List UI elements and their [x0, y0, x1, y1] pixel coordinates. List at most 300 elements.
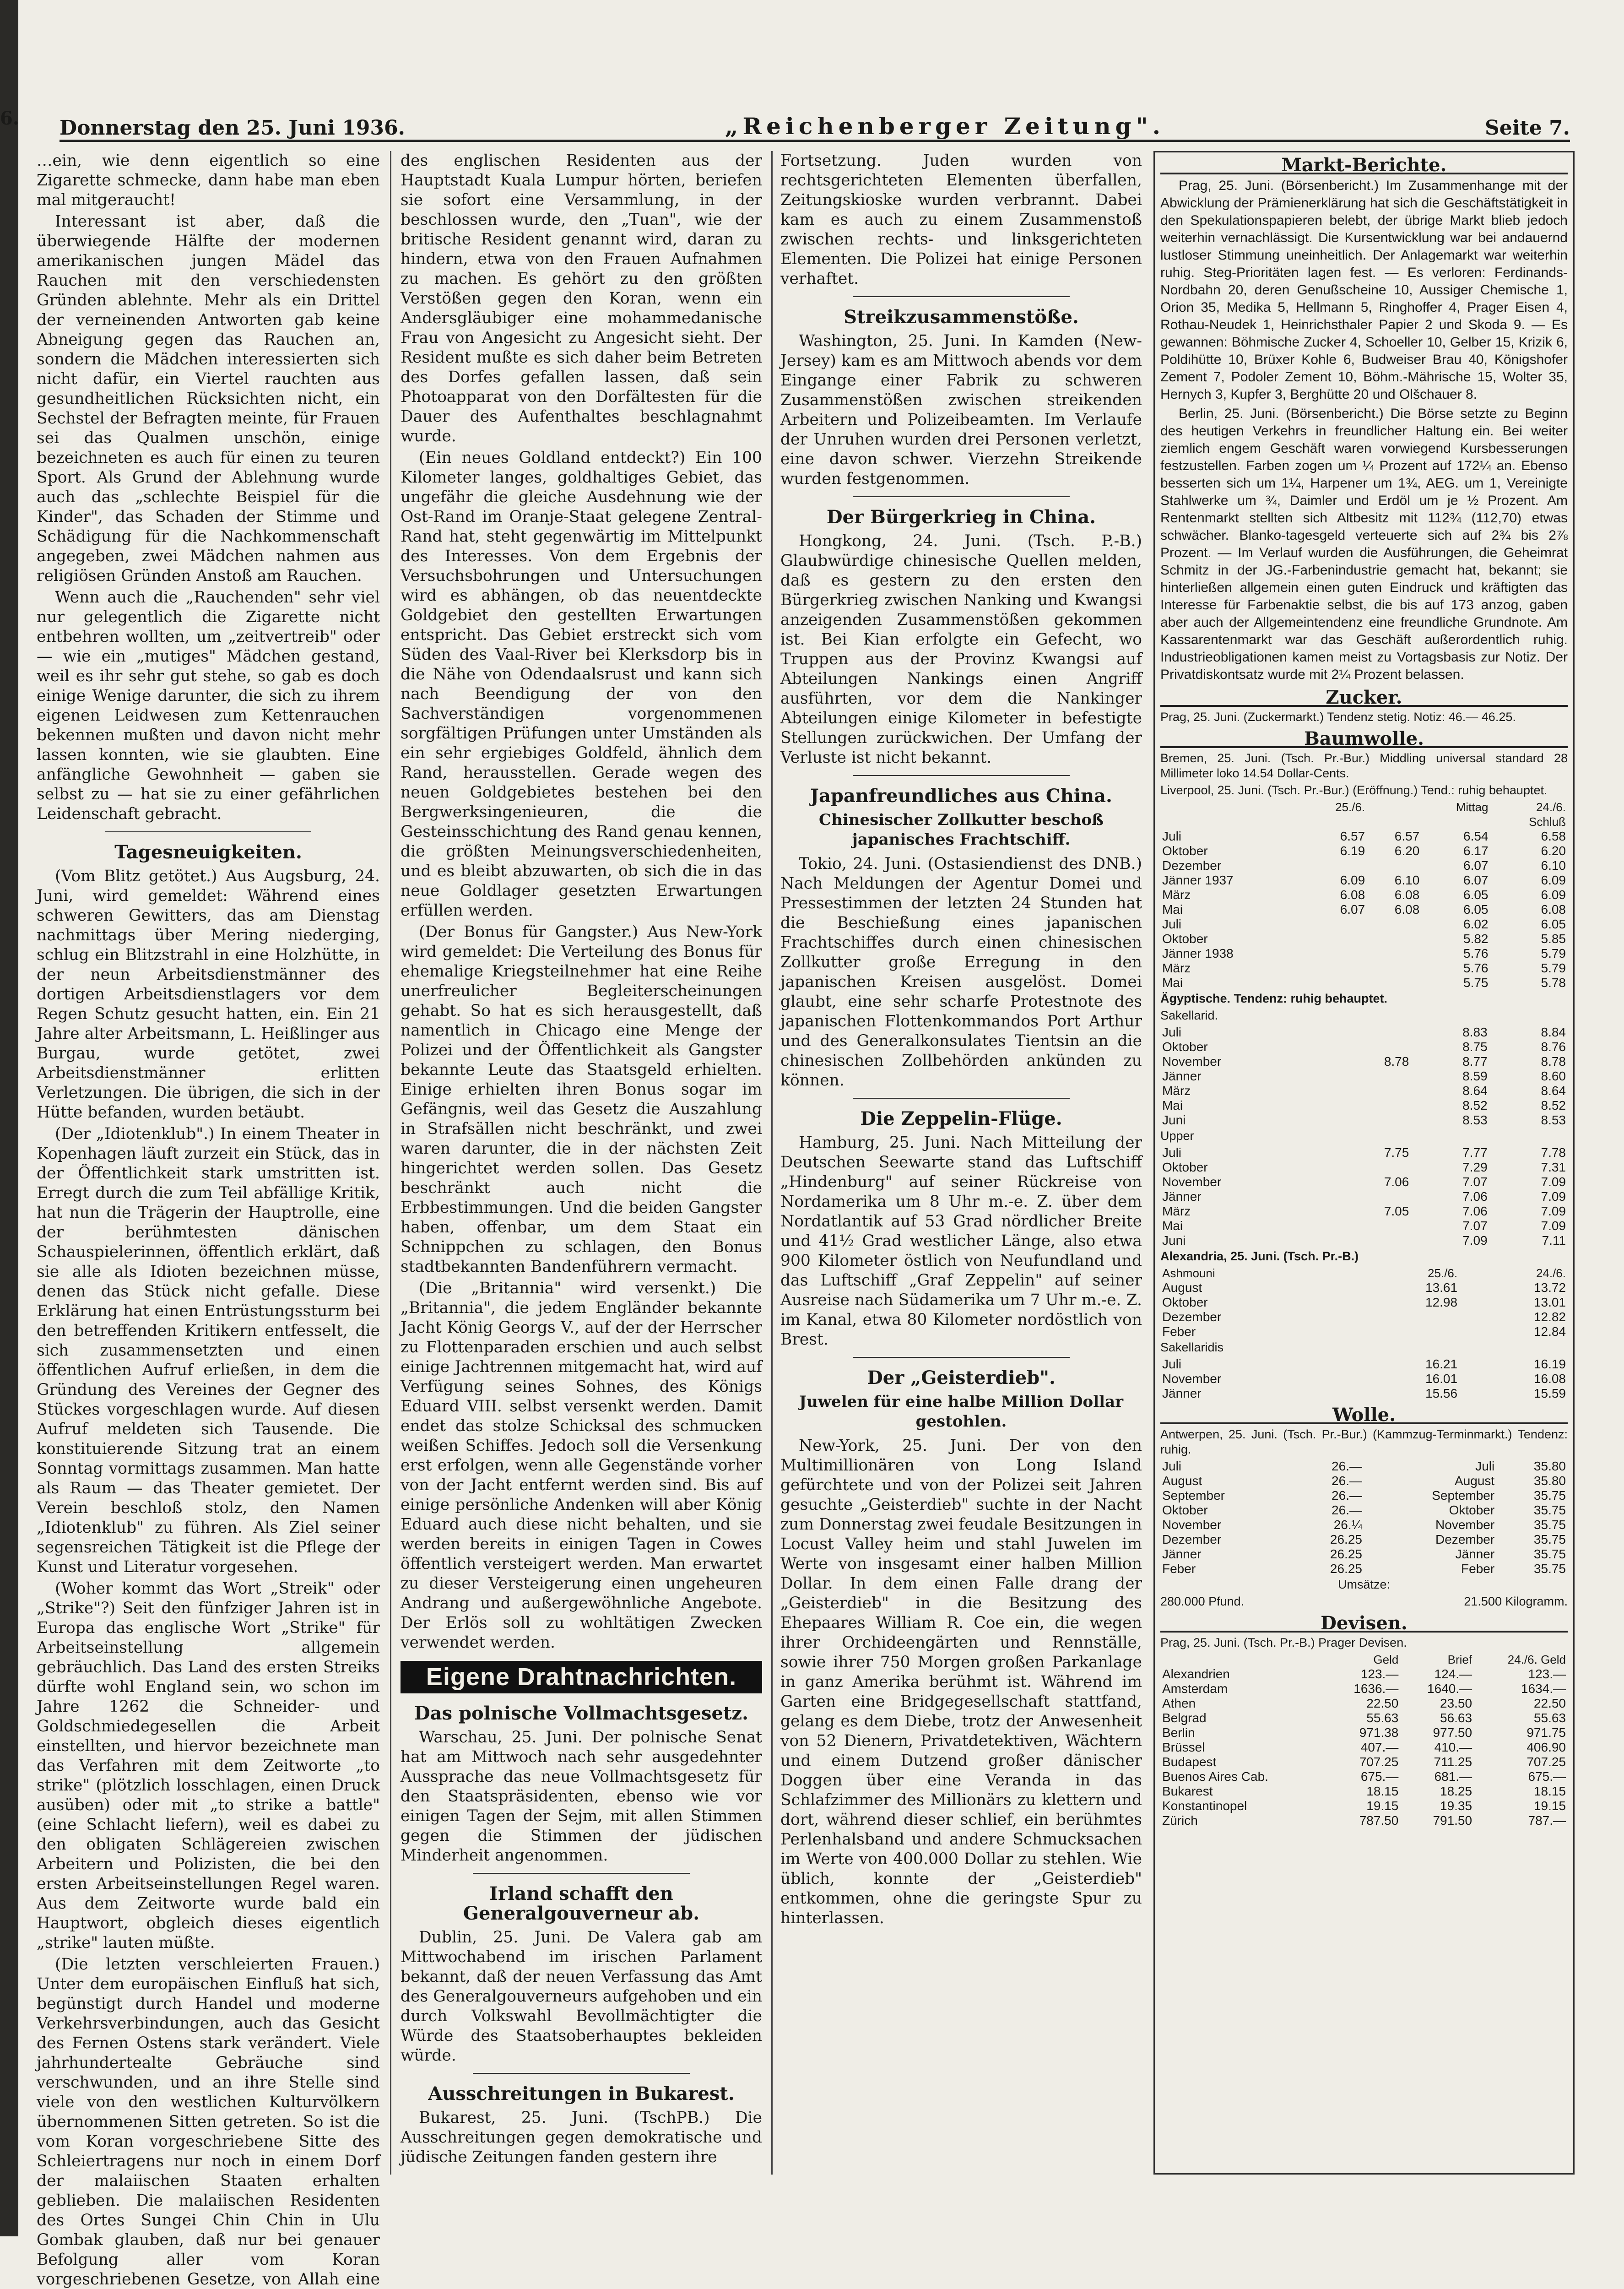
- table-row: [1160, 1474, 1568, 1488]
- liverpool-notiz: Liverpool, 25. Juni. (Tsch. Pr.-Bur.) (Eröffnung.) Tend.: ruhig behauptet.: [1160, 783, 1548, 797]
- table-cell: [1303, 976, 1367, 990]
- table-cell: 35.75: [1533, 1547, 1566, 1561]
- table-cell: 6.05: [1463, 888, 1489, 902]
- table-row: [1160, 1711, 1568, 1725]
- table-cell: 8.53: [1462, 1113, 1488, 1127]
- upper-label: Upper: [1160, 1129, 1194, 1143]
- table-cell: [1367, 917, 1421, 932]
- table-cell: Alexandrien: [1162, 1667, 1230, 1681]
- table-cell: 13.61: [1425, 1280, 1458, 1295]
- table-cell: Budapest: [1162, 1755, 1217, 1769]
- table-cell: 7.09: [1462, 1233, 1488, 1248]
- table-cell: Mai: [1162, 976, 1183, 990]
- table-cell: 711.25: [1434, 1755, 1472, 1769]
- table-cell: Belgrad: [1162, 1711, 1207, 1725]
- table-cell: 16.19: [1533, 1357, 1566, 1371]
- table-row: [1160, 1386, 1568, 1401]
- table-row: [1160, 1295, 1568, 1310]
- article-paragraph: (Vom Blitz getötet.) Aus Augsburg, 24. Juni, wird gemeldet: Während eines schweren Gewitters, das am Dienstag nachmittags über Mering niederging, schlug ein Blitzstrahl in eine Holzhütte, in der neun Arbeitsdienstmänner des dortigen Arbeitsdienstlagers vor dem Regen Schutz gesucht hatten, ein. Ein 21 Jahre alter Arbeitsmann, L. Heißlinger aus Burgau, wurde getötet, zwei Arbeitsdienstmänner erlitten Verletzungen. Die übrigen, die sich in der Hütte befanden, wurden betäubt.: [37, 867, 380, 1122]
- heading-wolle: Wolle.: [1160, 1407, 1568, 1424]
- table-cell: Oktober: [1449, 1503, 1495, 1517]
- ashmouni-table: [1160, 1266, 1568, 1339]
- table-cell: 6.08: [1541, 902, 1566, 917]
- table-cell: 7.05: [1384, 1204, 1409, 1218]
- devisen-table: [1160, 1652, 1568, 1828]
- table-cell: Juli: [1162, 829, 1182, 843]
- table-cell: März: [1162, 961, 1191, 975]
- table-cell: 681.—: [1434, 1769, 1472, 1784]
- table-cell: 8.83: [1462, 1025, 1488, 1039]
- table-cell: Juni: [1162, 1233, 1186, 1248]
- table-row: [1160, 1357, 1568, 1372]
- table-cell: 8.64: [1462, 1084, 1488, 1098]
- table-cell: 7.11: [1542, 1233, 1566, 1248]
- table-cell: März: [1162, 1204, 1191, 1218]
- table-cell: 675.—: [1360, 1769, 1399, 1784]
- table-cell: November: [1162, 1518, 1222, 1532]
- sakellarid-table: [1160, 1025, 1568, 1128]
- table-cell: Feber: [1162, 1562, 1196, 1576]
- table-cell: 8.59: [1462, 1069, 1488, 1083]
- table-row: [1160, 1755, 1568, 1769]
- table-cell: 5.75: [1463, 976, 1489, 990]
- table-row: [1160, 1310, 1568, 1324]
- table-row: [1160, 1025, 1568, 1040]
- table-cell: [1332, 1113, 1411, 1128]
- column-header: 24./6. Geld: [1507, 1653, 1566, 1666]
- table-cell: 35.80: [1533, 1459, 1566, 1473]
- headline-zeppelin-fluege: Die Zeppelin-Flüge.: [860, 1108, 1062, 1129]
- table-cell: 675.—: [1528, 1769, 1566, 1784]
- table-row: [1160, 858, 1568, 873]
- column-rule: [390, 151, 391, 2175]
- table-cell: 406.90: [1527, 1740, 1566, 1754]
- table-cell: Juli: [1162, 1025, 1182, 1039]
- table-cell: 971.75: [1527, 1725, 1566, 1740]
- table-cell: 6.05: [1463, 902, 1489, 917]
- table-row: [1160, 873, 1568, 888]
- table-cell: 6.08: [1394, 902, 1420, 917]
- table-row: [1160, 1696, 1568, 1711]
- table-cell: 124.—: [1434, 1667, 1472, 1681]
- article-paragraph: Warschau, 25. Juni. Der polnische Senat hat am Mittwoch nach sehr ausgedehnter Aussprache das neue Vollmachtsgesetz für den Staatspräsidenten, ebenso wie vor einigen Tagen der Sejm, mit allen Stimmen gegen die Stimmen der jüdischen Minderheit angenommen.: [401, 1728, 762, 1865]
- article-paragraph: Bukarest, 25. Juni. (TschPB.) Die Ausschreitungen gegen demokratische und jüdische Zeitungen fanden gestern ihre: [401, 2109, 762, 2166]
- table-cell: Athen: [1162, 1696, 1196, 1710]
- table-cell: [1367, 858, 1421, 873]
- table-cell: 977.50: [1433, 1725, 1472, 1740]
- table-cell: 7.77: [1462, 1145, 1488, 1160]
- divider: [853, 1098, 1070, 1099]
- table-cell: 8.75: [1462, 1040, 1488, 1054]
- divider: [853, 775, 1070, 776]
- table-cell: [1351, 1324, 1459, 1339]
- table-cell: 22.50: [1533, 1696, 1566, 1710]
- aegyptische-notiz: Ägyptische. Tendenz: ruhig behauptet.: [1160, 992, 1388, 1005]
- subheadline-zollkutter: Chinesischer Zollkutter beschoß japanisches Frachtschiff.: [819, 811, 1104, 849]
- table-row: [1160, 1547, 1568, 1562]
- table-cell: 5.82: [1463, 932, 1489, 946]
- table-cell: 35.75: [1533, 1518, 1566, 1532]
- table-cell: [1367, 946, 1421, 961]
- table-cell: September: [1162, 1488, 1225, 1502]
- table-cell: 26.—: [1332, 1488, 1362, 1502]
- table-cell: Juli: [1475, 1459, 1495, 1473]
- table-cell: 6.02: [1463, 917, 1489, 931]
- table-cell: 6.54: [1463, 829, 1489, 843]
- table-cell: [1332, 1040, 1411, 1054]
- table-cell: [1303, 858, 1367, 873]
- table-cell: 8.78: [1384, 1054, 1409, 1069]
- column-header: 25./6.: [1335, 800, 1365, 814]
- table-cell: Oktober: [1162, 1160, 1208, 1174]
- table-row: [1160, 1040, 1568, 1054]
- table-row: [1160, 829, 1568, 844]
- column-3: [780, 151, 1142, 2175]
- article-paragraph: Wenn auch die „Rauchenden" sehr viel nur gelegentlich die Zigarette nicht entbehren wollten, um „zeitvertreib" oder — wie ein „mutiges" Mädchen gestand, weil es ihr sehr gut stehe, so gab es doch einige Wenige darunter, die sich zu ihrem eigenen Leidwesen zum Kettenrauchen bekennen mußten und davon nicht mehr lassen konnten, wie sie glaubten. Eine anfängliche Gewohnheit — gaben sie selbst zu — hat sie zu einer gefährlichen Leidenschaft gebracht.: [37, 588, 380, 823]
- headline-polnisches-vollmachtsgesetz: Das polnische Vollmachtsgesetz.: [414, 1703, 749, 1724]
- table-row: [1160, 1681, 1568, 1696]
- antwerpen-notiz: Antwerpen, 25. Juni. (Tsch. Pr.-Bur.) (Kammzug-Terminmarkt.) Tendenz: ruhig.: [1160, 1427, 1568, 1456]
- table-row: [1160, 888, 1568, 902]
- column-header: 24./6.: [1536, 1266, 1566, 1280]
- table-cell: Jänner: [1162, 1547, 1202, 1561]
- table-cell: 6.19: [1340, 844, 1365, 858]
- table-cell: Mai: [1162, 902, 1183, 917]
- sakellaridis-label: Sakellaridis: [1160, 1340, 1224, 1354]
- table-row: [1160, 1503, 1568, 1518]
- umsatz-value: 280.000 Pfund.: [1160, 1595, 1245, 1608]
- table-row: [1160, 1204, 1568, 1219]
- table-cell: Konstantinopel: [1162, 1799, 1247, 1813]
- divider: [853, 296, 1070, 297]
- table-row: [1160, 1054, 1568, 1069]
- newspaper-title: „Reichenberger Zeitung".: [725, 113, 1165, 140]
- table-row: [1160, 1160, 1568, 1175]
- table-row: [1160, 1189, 1568, 1204]
- heading-baumwolle: Baumwolle.: [1160, 731, 1568, 748]
- table-cell: Jänner: [1162, 1386, 1202, 1400]
- table-cell: 7.06: [1462, 1189, 1488, 1204]
- divider: [853, 1357, 1070, 1358]
- column-2: [401, 151, 762, 2175]
- table-row: [1160, 1532, 1568, 1547]
- table-row: [1160, 902, 1568, 917]
- article-paragraph: Interessant ist aber, daß die überwiegende Hälfte der modernen amerikanischen jungen Mädel das Rauchen mit den verschiedensten Gründen ablehnte. Mehr als ein Drittel der verneinenden Antworten gab keine Abneigung gegen das Rauchen an, sondern die Mädchen interessierten sich nicht dafür, ein Viertel rauchten aus gesundheitlichen Rücksichten nicht, ein Sechstel der Befragten meinte, für Frauen sei das Qualmen unschön, einige bezeichneten es auch für einen zu teuren Sport. Als Grund der Ablehnung wurde auch das „schlechte Beispiel für die Kinder", das Schaden der Stimme und Schädigung für die Nachkommenschaft angegeben, zwei Mädchen nahmen aus religiösen Gründen Anstoß am Rauchen.: [37, 212, 380, 585]
- table-cell: 7.07: [1462, 1219, 1488, 1233]
- table-cell: Jänner: [1162, 1069, 1202, 1083]
- article-paragraph: des englischen Residenten aus der Hauptstadt Kuala Lumpur hörten, beriefen sie sofort eine Versammlung, in der beschlossen wurde, den „Tuan", wie der britische Resident genannt wird, daran zu hindern, etwa von den Frauen Aufnahmen zu machen. Es gehört zu den größten Verstößen gegen den Koran, wenn ein Andersgläubiger eine mohammedanische Frau von Angesicht zu Angesicht sieht. Der Resident mußte es sich daher beim Betreten des Dorfes gefallen lassen, daß sein Photoapparat von den Dorfältesten für die Dauer des Aufenthaltes beschlagnahmt wurde.: [401, 152, 762, 445]
- table-cell: 6.10: [1541, 858, 1566, 873]
- table-row: [1160, 932, 1568, 946]
- table-cell: 23.50: [1440, 1696, 1472, 1710]
- table-cell: 15.56: [1425, 1386, 1458, 1400]
- table-cell: 6.10: [1394, 873, 1420, 887]
- table-cell: 6.57: [1340, 829, 1365, 843]
- table-cell: 7.07: [1462, 1175, 1488, 1189]
- table-cell: 18.15: [1366, 1784, 1399, 1798]
- table-cell: August: [1455, 1474, 1495, 1488]
- table-cell: 35.75: [1533, 1562, 1566, 1576]
- table-cell: 410.—: [1434, 1740, 1472, 1754]
- table-cell: 5.76: [1463, 946, 1489, 960]
- divider: [473, 1873, 690, 1874]
- alexandria-notiz: Alexandria, 25. Juni. (Tsch. Pr.-B.): [1160, 1249, 1359, 1263]
- article-paragraph: (Woher kommt das Wort „Streik" oder „Strike"?) Seit den fünfziger Jahren ist in Europa das englische Wort „Strike" für Arbeitseinstellung allgemein gebräuchlich. Das Land des ersten Streiks dürfte wohl England sein, wo schon im Jahre 1262 die Schneider- und Goldschmiedegesellen die Arbeit einstellten, und hiervor bezeichnete man das Verfahren mit dem Zeitworte „to strike" (plötzlich losschlagen, einen Druck ausüben) oder mit „to strike a battle" (eine Schlacht liefern), weil es dabei zu den obligaten Schlägereien zwischen Arbeitern und Polizisten, die bei den ersten Arbeitseinstellungen Regel waren. Aus dem Zeitworte wurde bald ein Hauptwort, obgleich dieses eigentlich „strike" lauten müßte.: [37, 1579, 380, 1952]
- table-cell: 7.29: [1462, 1160, 1488, 1174]
- table-cell: 26.—: [1332, 1459, 1362, 1473]
- table-cell: 7.75: [1384, 1145, 1409, 1160]
- divider: [853, 496, 1070, 497]
- table-cell: Juli: [1162, 1357, 1182, 1371]
- column-4-market-reports: [1160, 151, 1568, 2175]
- table-cell: 6.09: [1340, 873, 1365, 887]
- table-cell: 26.25: [1330, 1562, 1362, 1576]
- table-cell: [1367, 961, 1421, 976]
- table-cell: [1303, 961, 1367, 976]
- article-paragraph: Dublin, 25. Juni. De Valera gab am Mittwochabend im irischen Parlament bekannt, daß der neuen Verfassung das Amt des Generalgouverneurs aufgehoben und ein durch Volkswahl Bevollmächtigter die Würde des Staatsoberhauptes bekleiden würde.: [401, 1928, 762, 2065]
- page-number: Seite 7.: [1484, 116, 1570, 140]
- table-cell: 8.84: [1541, 1025, 1566, 1039]
- table-row: [1160, 946, 1568, 961]
- table-cell: 8.78: [1541, 1054, 1566, 1069]
- headline-markt-berichte: Markt-Berichte.: [1160, 157, 1568, 174]
- table-cell: Jänner 1937: [1162, 873, 1234, 887]
- table-cell: November: [1435, 1518, 1495, 1532]
- table-row: [1160, 1488, 1568, 1503]
- table-cell: Dezember: [1162, 858, 1222, 873]
- page-edge: [0, 0, 18, 2236]
- table-cell: [1303, 946, 1367, 961]
- upper-table: [1160, 1145, 1568, 1248]
- article-paragraph: (Die letzten verschleierten Frauen.) Unter dem europäischen Einfluß hat sich, begünstigt durch Handel und moderne Verkehrsverbindungen, auch das Gesicht des Fernen Ostens stark verändert. Viele jahrhundertealte Gebräuche sind verschwunden, und an ihre Stelle sind viele von den westlichen Kulturvölkern übernommenen Sitten getreten. So ist die vom Koran vorgeschriebene Sitte des Schleiertragens nur noch in einem Dorf der malaiischen Staaten erhalten geblieben. Die malaiischen Residenten des Ortes Sungei Chin Chin in Ulu Gombak glauben, daß nur bei genauer Befolgung aller vom Koran vorgeschriebenen Gesetze, von Allah eine: [37, 1955, 380, 2289]
- umsatz-value: 21.500 Kilogramm.: [1464, 1595, 1568, 1608]
- sakellarid-label: Sakellarid.: [1160, 1009, 1218, 1022]
- table-cell: 56.63: [1440, 1711, 1472, 1725]
- article-paragraph: (Ein neues Goldland entdeckt?) Ein 100 Kilometer langes, goldhaltiges Gebiet, das ungefähr die gleiche Ausdehnung wie der Ost-Rand im Oranje-Staat gelegene Zentral-Rand hat, steht gegenwärtig im Mittelpunkt des Interesses. Von dem Ergebnis der Versuchsbohrungen und Untersuchungen wird es abhängen, ob das neuentdeckte Goldgebiet den gestellten Erwartungen entspricht. Das Gebiet erstreckt sich vom Süden des Vaal-River bei Klerksdorp bis in die Nähe von Odendaalsrust und kann sich nach Beendigung der von den Sachverständigen vorgenommenen sorgfältigen Prüfungen unter Umständen als ein sehr ergiebiges Goldfeld, ähnlich dem Rand, herausstellen. Gerade wegen des neuen Goldgebietes bestehen bei den Bergwerksingenieuren, die die Gesteinsschichtung des Rand genau kennen, die größten Meinungsverschiedenheiten, und es bleibt abzuwarten, ob sich die in das neue Goldlager gesetzten Erwartungen erfüllen werden.: [401, 449, 762, 920]
- table-cell: 35.75: [1533, 1488, 1566, 1502]
- table-row: [1160, 1740, 1568, 1755]
- table-row: [1160, 1562, 1568, 1576]
- header-date: Donnerstag den 25. Juni 1936.: [60, 116, 405, 140]
- table-cell: 6.07: [1463, 858, 1489, 873]
- section-banner-drahtnachrichten: Eigene Drahtnachrichten.: [401, 1661, 762, 1693]
- table-cell: Juni: [1162, 1113, 1186, 1127]
- table-cell: Mai: [1162, 1219, 1183, 1233]
- table-cell: Jänner: [1455, 1547, 1495, 1561]
- table-cell: Buenos Aires Cab.: [1162, 1769, 1268, 1784]
- table-cell: 5.76: [1463, 961, 1489, 975]
- table-cell: 35.75: [1533, 1532, 1566, 1546]
- subheadline-juwelen: Juwelen für eine halbe Million Dollar gestohlen.: [799, 1393, 1124, 1431]
- table-cell: 26.—: [1332, 1503, 1362, 1517]
- table-cell: Jänner 1938: [1162, 946, 1234, 960]
- bremen-notiz: Bremen, 25. Juni. (Tsch. Pr.-Bur.) Middling universal standard 28 Millimeter loko 14.54 Dollar-Cents.: [1160, 751, 1568, 780]
- devisen-notiz: Prag, 25. Juni. (Tsch. Pr.-B.) Prager Devisen.: [1160, 1636, 1407, 1649]
- table-cell: August: [1162, 1280, 1202, 1295]
- table-cell: [1332, 1069, 1411, 1084]
- table-cell: 22.50: [1366, 1696, 1399, 1710]
- table-row: [1160, 1769, 1568, 1784]
- table-cell: 55.63: [1366, 1711, 1399, 1725]
- table-cell: 6.07: [1463, 873, 1489, 887]
- table-cell: 5.79: [1541, 946, 1566, 960]
- table-row: [1160, 1518, 1568, 1532]
- table-cell: 6.20: [1541, 844, 1566, 858]
- table-cell: Oktober: [1162, 1503, 1208, 1517]
- table-row: [1160, 844, 1568, 858]
- table-cell: [1332, 1025, 1411, 1040]
- previous-page-number: 6.: [0, 108, 19, 129]
- table-cell: 6.09: [1541, 888, 1566, 902]
- table-cell: 787.—: [1528, 1813, 1566, 1828]
- table-cell: 19.15: [1533, 1799, 1566, 1813]
- table-row: [1160, 1098, 1568, 1113]
- headline-bukarest: Ausschreitungen in Bukarest.: [428, 2083, 735, 2105]
- table-cell: Brüssel: [1162, 1740, 1205, 1754]
- table-cell: Feber: [1162, 1324, 1196, 1339]
- table-row: [1160, 1799, 1568, 1813]
- table-cell: 8.77: [1462, 1054, 1488, 1069]
- table-cell: 407.—: [1360, 1740, 1399, 1754]
- table-cell: 1640.—: [1427, 1681, 1472, 1696]
- article-paragraph: Hamburg, 25. Juni. Nach Mitteilung der Deutschen Seewarte stand das Luftschiff „Hindenburg" auf seiner Rückreise von Nordamerika um 8 Uhr m.-e. Z. über dem Nordatlantik auf 53 Grad nördlicher Breite und 41½ Grad westlicher Länge, also etwa 900 Kilometer östlich von Neufundland und das Luftschiff „Graf Zeppelin" auf seiner Ausreise nach Südamerika um 7 Uhr m.-e. Z. im Kanal, etwa 80 Kilometer nordöstlich von Brest.: [780, 1134, 1142, 1349]
- table-cell: Oktober: [1162, 844, 1208, 858]
- table-cell: 6.17: [1463, 844, 1489, 858]
- page-header: [60, 108, 1570, 142]
- table-cell: 791.50: [1433, 1813, 1472, 1828]
- table-cell: 707.25: [1359, 1755, 1399, 1769]
- table-row: [1160, 1069, 1568, 1084]
- table-row: [1160, 1459, 1568, 1474]
- table-cell: 5.85: [1541, 932, 1566, 946]
- table-cell: November: [1162, 1372, 1222, 1386]
- headline-japanfreundliches: Japanfreundliches aus China.: [810, 785, 1112, 807]
- table-cell: 55.63: [1533, 1711, 1566, 1725]
- table-cell: 8.52: [1462, 1098, 1488, 1112]
- table-row: [1160, 1784, 1568, 1799]
- table-cell: 7.09: [1541, 1204, 1566, 1218]
- article-paragraph: Hongkong, 24. Juni. (Tsch. P.-B.) Glaubwürdige chinesische Quellen melden, daß es gestern zu den ersten den Bürgerkrieg zwischen Nanking und Kwangsi anzeigenden Zusammenstößen gekommen ist. Bei Kian erfolgte ein Gefecht, wo Truppen aus der Provinz Kwangsi auf Abteilungen Nankings einen Angriff ausführten, vor dem die Nankinger Abteilungen einige Kilometer in befestigte Stellungen zurückwichen. Der Umfang der Verluste ist nicht bekannt.: [780, 532, 1142, 767]
- table-row: [1160, 1219, 1568, 1233]
- table-row: [1160, 1233, 1568, 1248]
- column-header: Brief: [1447, 1653, 1472, 1666]
- table-cell: Dezember: [1162, 1532, 1222, 1546]
- table-cell: 123.—: [1360, 1667, 1399, 1681]
- table-cell: 5.79: [1541, 961, 1566, 975]
- table-cell: [1303, 917, 1367, 932]
- table-cell: [1332, 1189, 1411, 1204]
- table-cell: 7.06: [1462, 1204, 1488, 1218]
- table-cell: 7.31: [1541, 1160, 1566, 1174]
- table-row: [1160, 1145, 1568, 1160]
- table-cell: 6.08: [1394, 888, 1420, 902]
- article-paragraph: (Der „Idiotenklub".) In einem Theater in Kopenhagen läuft zurzeit ein Stück, das in der Öffentlichkeit stark umstritten ist. Erregt durch die zum Teil abfällige Kritik, hat nun die Trägerin der Hauptrolle, eine der berühmtesten dänischen Schauspielerinnen, öffentlich erklärt, daß sie alle als Idioten bezeichnen müsse, denen das Stück nicht gefalle. Diese Erklärung hat einen Entrüstungssturm bei den betreffenden Kritikern entfesselt, die sich zusammensetzten und einen öffentlichen Aufruf erließen, in dem die Gründung des Vereines der Gegner des Stückes vorgeschlagen wurde. Auf diesen Aufruf meldeten sich Tausende. Die konstituierende Sitzung trat an einem Sonntag vormittags zusammen. Man hatte als Raum — das Theater gemietet. Der Verein beschloß stolz, den Namen „Idiotenklub" zu führen. Als Ziel seiner segensreichen Tätigkeit ist die Pflege der Kunst und Literatur vorgesehen.: [37, 1125, 380, 1576]
- table-cell: Mai: [1162, 1098, 1183, 1112]
- article-paragraph: New-York, 25. Juni. Der von den Multimillionären von Long Island gefürchtete und von der Polizei seit Jahren gesuchte „Geisterdieb" suchte in der Nacht zum Donnerstag zwei feudale Besitzungen in Locust Valley heim und stahl Juwelen im Werte von insgesamt einer halben Million Dollar. In dem einen Falle drang der „Geisterdieb" in die Besitzung des Ehepaares William R. Coe ein, die wegen ihrer Orchideengärten und Rennställe, sowie ihrer 750 Morgen großen Parkanlage in ganz Amerika berühmt ist. Während im Garten eine Bridgegesellschaft stattfand, gelang es dem Diebe, trotz der Anwesenheit von 52 Dienern, Privatdetektiven, Wächtern und einem Dutzend großer dänischer Doggen über eine Veranda in das Schlafzimmer des Millionärs zu klettern und dort, während dieser schlief, ein berühmtes Perlenhalsband und andere Schmucksachen im Werte von 400.000 Dollar zu stehlen. Wie üblich, konnte der „Geisterdieb" entkommen, ohne die geringste Spur zu hinterlassen.: [780, 1437, 1142, 1927]
- table-row: [1160, 1725, 1568, 1740]
- table-cell: 6.07: [1340, 902, 1365, 917]
- table-cell: Juli: [1162, 1459, 1182, 1473]
- table-row: [1160, 1372, 1568, 1386]
- sakellaridis-table: [1160, 1357, 1568, 1401]
- article-paragraph: …ein, wie denn eigentlich so eine Zigarette schmecke, dann habe man eben mal mitgeraucht!: [37, 152, 380, 209]
- table-cell: 35.80: [1533, 1474, 1566, 1488]
- table-cell: 707.25: [1527, 1755, 1566, 1769]
- table-cell: 12.82: [1533, 1310, 1566, 1324]
- column-header: 25./6.: [1428, 1266, 1458, 1280]
- column-header: Geld: [1373, 1653, 1399, 1666]
- table-cell: 8.64: [1541, 1084, 1566, 1098]
- table-cell: 787.50: [1359, 1813, 1399, 1828]
- headline-irland: Irland schafft den Generalgouverneur ab.: [463, 1883, 700, 1924]
- table-row: [1160, 1113, 1568, 1128]
- liverpool-table: [1160, 800, 1568, 990]
- table-cell: März: [1162, 1084, 1191, 1098]
- table-cell: Juli: [1162, 917, 1182, 931]
- column-header: Schluß: [1529, 815, 1566, 829]
- table-cell: 1634.—: [1521, 1681, 1566, 1696]
- table-cell: Oktober: [1162, 1295, 1208, 1309]
- table-cell: 6.08: [1340, 888, 1365, 902]
- table-cell: 6.58: [1541, 829, 1566, 843]
- boersenbericht-berlin: Berlin, 25. Juni. (Börsenbericht.) Die Börse setzte zu Beginn des heutigen Verkehrs in freundlicher Haltung ein. Bei weiter ziemlich engem Geschäft waren vorwiegend Kursbesserungen festzustellen. Farben zogen um ¼ Prozent auf 172¼ an. Ebenso besserten sich um 1¼, Harpener um 1¾, AEG. um 1, Vereinigte Stahlwerke um ¾, Daimler und Erdöl um je ½ Prozent. Am Rentenmarkt stellten sich Altbesitz mit 112¾ (112,70) etwas schwächer. Blanko-tagesgeld verteuerte sich auf 2¾ bis 2⅞ Prozent. — Im Verlauf wurden die Ausführungen, die Geheimrat Schmitz in der JG.-Farbenindustrie gemacht hat, bekannt; sie hinterließen allgemein einen guten Eindruck und kräftigten das Interesse für Farbenaktie selbst, die bis auf 173 anzog, gaben aber auch der Allgemeintendenz eine freundliche Grundnote. Am Kassarentenmarkt war das Geschäft außerordentlich ruhig. Industrieobligationen kamen meist zu Vortagsbasis zur Notiz. Der Privatdiskontsatz wurde mit 2¼ Prozent belassen.: [1160, 406, 1568, 682]
- table-cell: 19.15: [1366, 1799, 1399, 1813]
- table-cell: 971.38: [1359, 1725, 1399, 1740]
- table-cell: Berlin: [1162, 1725, 1195, 1740]
- table-cell: November: [1162, 1054, 1222, 1069]
- table-row: [1160, 917, 1568, 932]
- table-cell: September: [1432, 1488, 1495, 1502]
- table-cell: 6.20: [1394, 844, 1420, 858]
- table-cell: [1332, 1233, 1411, 1248]
- heading-zucker: Zucker.: [1160, 690, 1568, 707]
- table-cell: 15.59: [1533, 1386, 1566, 1400]
- ashmouni-label: Ashmouni: [1162, 1266, 1215, 1280]
- table-cell: [1367, 976, 1421, 990]
- table-cell: 19.35: [1440, 1799, 1472, 1813]
- table-cell: Oktober: [1162, 1040, 1208, 1054]
- table-cell: 16.01: [1425, 1372, 1458, 1386]
- table-cell: 8.53: [1541, 1113, 1566, 1127]
- table-cell: 1636.—: [1353, 1681, 1399, 1696]
- table-cell: [1332, 1219, 1411, 1233]
- headline-buergerkrieg-china: Der Bürgerkrieg in China.: [826, 506, 1096, 528]
- column-rule: [771, 151, 773, 2175]
- table-cell: [1332, 1160, 1411, 1175]
- table-cell: 26.¼: [1333, 1518, 1362, 1532]
- table-cell: 6.09: [1541, 873, 1566, 887]
- table-cell: Bukarest: [1162, 1784, 1213, 1798]
- table-cell: [1303, 932, 1367, 946]
- table-cell: Dezember: [1162, 1310, 1222, 1324]
- table-cell: 7.09: [1541, 1189, 1566, 1204]
- boersenbericht-prag: Prag, 25. Juni. (Börsenbericht.) Im Zusammenhange mit der Abwicklung der Prämienerklärung hat sich die Geschäftstätigkeit in den Spekulationspapieren belebt, der übrige Markt blieb jedoch weiterhin vernachlässigt. Die Kursentwicklung war bei andauernd lustloser Stimmung uneinheitlich. Der Anlagemarkt war weiterhin ruhig. Steg-Prioritäten lagen fest. — Es verloren: Ferdinands-Nordbahn 20, deren Genußscheine 10, Aussiger Chemische 1, Orion 35, Medika 5, Hellmann 5, Ringhoffer 4, Prager Eisen 4, Rothau-Neudek 1, Heinrichsthaler Papier 2 und Skoda 9. — Es gewannen: Böhmische Zucker 4, Schoeller 10, Gelber 15, Krizik 6, Poldihütte 10, Brüxer Kohle 6, Budweiser Brau 40, Königshofer Zement 7, Podoler Zement 10, Böhm.-Mährische 15, Wolter 35, Hernych 3, Kupfer 3, Berghütte 20 und Olšchauer 8.: [1160, 178, 1568, 402]
- table-cell: 8.60: [1541, 1069, 1566, 1083]
- table-cell: [1332, 1084, 1411, 1098]
- table-cell: 8.52: [1541, 1098, 1566, 1112]
- table-cell: Juli: [1162, 1145, 1182, 1160]
- table-cell: 123.—: [1528, 1667, 1566, 1681]
- table-cell: August: [1162, 1474, 1202, 1488]
- umsatz-label: Umsätze:: [1337, 1578, 1391, 1591]
- table-cell: Oktober: [1162, 932, 1208, 946]
- table-cell: 7.78: [1541, 1145, 1566, 1160]
- headline-streikzusammenstoesse: Streikzusammenstöße.: [844, 306, 1079, 328]
- table-row: [1160, 1813, 1568, 1828]
- table-cell: 8.76: [1541, 1040, 1566, 1054]
- table-cell: 12.98: [1425, 1295, 1458, 1309]
- table-row: [1160, 961, 1568, 976]
